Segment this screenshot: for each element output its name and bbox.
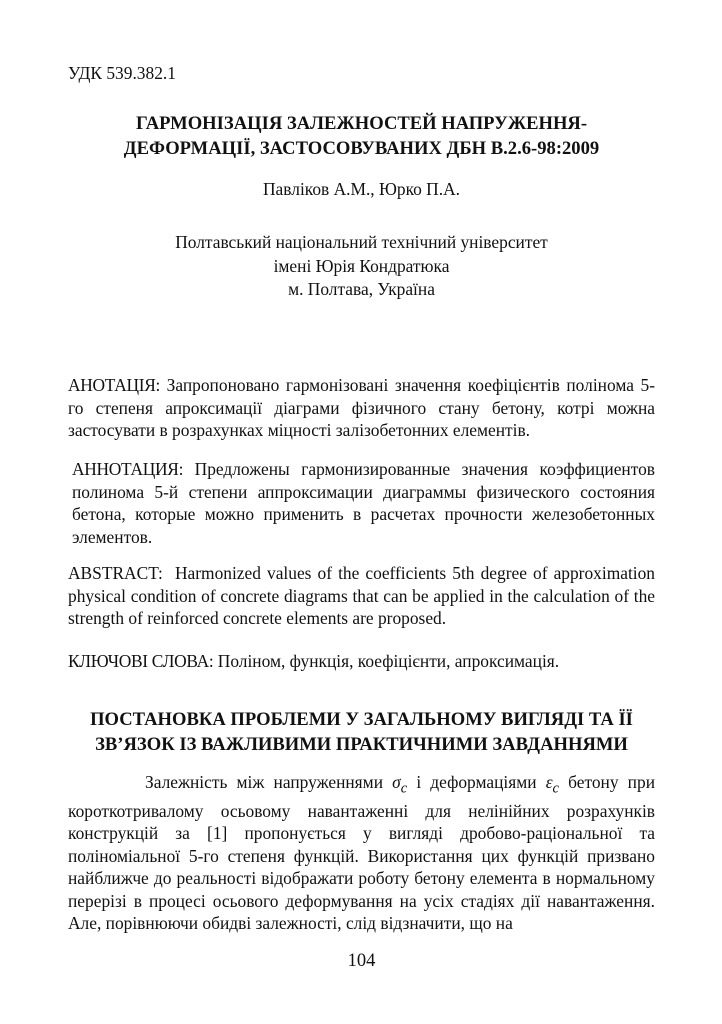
page-number: 104	[347, 951, 376, 971]
epsilon-symbol: ε	[545, 772, 553, 792]
udk-code: УДК 539.382.1	[68, 63, 176, 83]
affiliation-line: м. Полтава, Україна	[288, 279, 435, 299]
abstract-text: Harmonized values of the coefficients 5th degree of approximation physical condition of concrete diagrams that can be applied in the calculation of the strength of reinforced concrete elements are proposed.	[68, 563, 660, 628]
abstract-english	[68, 562, 660, 630]
heading-line: ПОСТАНОВКА ПРОБЛЕМИ У ЗАГАЛЬНОМУ ВИГЛЯДІ ТА ЇЇ	[90, 709, 633, 730]
title-line: ДЕФОРМАЦІЇ, ЗАСТОСОВУВАНИХ ДБН В.2.6-98:2009	[123, 138, 600, 159]
keywords	[68, 650, 655, 673]
abstract-ukrainian	[68, 374, 655, 442]
affiliation-line: Полтавський національний технічний університет	[175, 232, 548, 252]
section-heading	[68, 707, 655, 757]
abstract-text: Предложены гармонизированные значения коэффициентов полинома 5-й степени аппроксимации диаграммы физического состояния бетона, которые можно применить в расчетах прочности железобетонных элементов.	[72, 459, 655, 547]
body-text: і деформаціями	[407, 772, 546, 792]
heading-line: ЗВ’ЯЗОК ІЗ ВАЖЛИВИМИ ПРАКТИЧНИМИ ЗАВДАННЯМИ	[95, 734, 628, 755]
body-text: Залежність між напруженнями	[145, 772, 393, 792]
abstract-label: ABSTRACT:	[68, 563, 163, 583]
body-text: бетону при короткотривалому осьовому навантаженні для нелінійних розрахунків конструкцій за [1] пропонується у вигляді дробово-раціональної та поліноміальної 5-го степеня функцій. Використання цих функцій призвано найближче до реальності відображати роботу бетону елемента в нормальному перерізі в процесі осьового деформування на усіх стадіях дії навантаження. Але, порівнюючи обидві залежності, слід відзначити, що на	[68, 772, 655, 934]
body-paragraph	[68, 771, 655, 935]
authors: Павліков А.М., Юрко П.А.	[263, 179, 460, 199]
sigma-symbol: σ	[392, 772, 401, 792]
keywords-label: КЛЮЧОВІ СЛОВА:	[68, 651, 214, 671]
affiliation	[68, 231, 655, 302]
paper-title	[68, 111, 655, 161]
subscript: c	[400, 780, 408, 797]
abstract-label: АНОТАЦІЯ:	[68, 375, 161, 395]
abstract-label: АННОТАЦИЯ:	[72, 459, 184, 479]
abstract-russian	[72, 458, 655, 548]
title-line: ГАРМОНІЗАЦІЯ ЗАЛЕЖНОСТЕЙ НАПРУЖЕННЯ-	[135, 113, 588, 134]
keywords-text: Поліном, функція, коефіцієнти, апроксимація.	[213, 651, 560, 671]
subscript: c	[552, 780, 559, 797]
abstract-text: Запропоновано гармонізовані значення коефіцієнтів полінома 5-го степеня апроксимації діаграми фізичного стану бетону, котрі можна застосувати в розрахунках міцності залізобетонних елементів.	[68, 375, 655, 440]
affiliation-line: імені Юрія Кондратюка	[273, 255, 450, 276]
